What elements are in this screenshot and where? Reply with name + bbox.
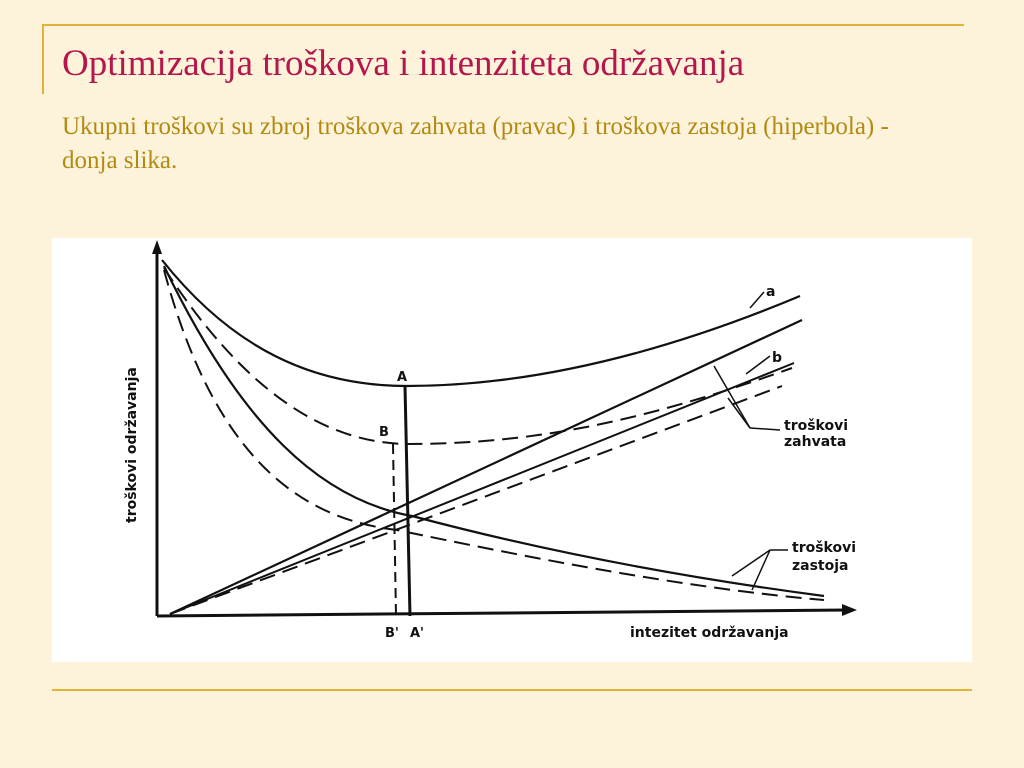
leader-intervention-1 <box>714 366 750 428</box>
leader-intervention-3 <box>750 428 780 430</box>
intervention-cost-line-dashed <box>170 386 782 614</box>
top-rule <box>44 24 964 26</box>
left-accent-rule <box>42 24 44 94</box>
cost-diagram <box>52 238 972 662</box>
point-B-label: B <box>379 425 389 440</box>
total-cost-curve-a <box>162 260 800 386</box>
x-axis <box>157 610 847 616</box>
x-axis-label: intezitet održavanja <box>630 625 789 641</box>
downtime-cost-curve-dashed <box>164 270 824 600</box>
bottom-rule <box>52 689 972 691</box>
intervention-cost-label-line2: zahvata <box>784 434 847 450</box>
intervention-cost-label-line1: troškovi <box>784 418 849 434</box>
slide-subtitle: Ukupni troškovi su zbroj troškova zahvata (pravac) i troškova zastoja (hiperbola) - donja slika. <box>62 113 889 174</box>
y-axis-label: troškovi održavanja <box>124 367 140 523</box>
point-A-label: A <box>397 370 408 385</box>
y-axis-arrow <box>152 240 162 254</box>
downtime-cost-curve-solid <box>164 266 824 596</box>
leader-a <box>750 292 764 308</box>
curve-a-label: a <box>766 284 776 300</box>
x-axis-arrow <box>842 604 857 616</box>
drop-line-A <box>405 386 410 616</box>
tick-A-label: A' <box>410 626 425 641</box>
intervention-cost-line-solid-2 <box>170 363 794 614</box>
curve-b-label: b <box>772 350 783 366</box>
slide-title: Optimizacija troškova i intenziteta održavanja <box>62 43 745 84</box>
downtime-cost-label-line2: zastoja <box>792 558 849 574</box>
tick-B-label: B' <box>385 626 399 641</box>
leader-b <box>746 356 770 374</box>
downtime-cost-label-line1: troškovi <box>792 540 857 556</box>
cost-diagram-svg <box>52 238 972 662</box>
